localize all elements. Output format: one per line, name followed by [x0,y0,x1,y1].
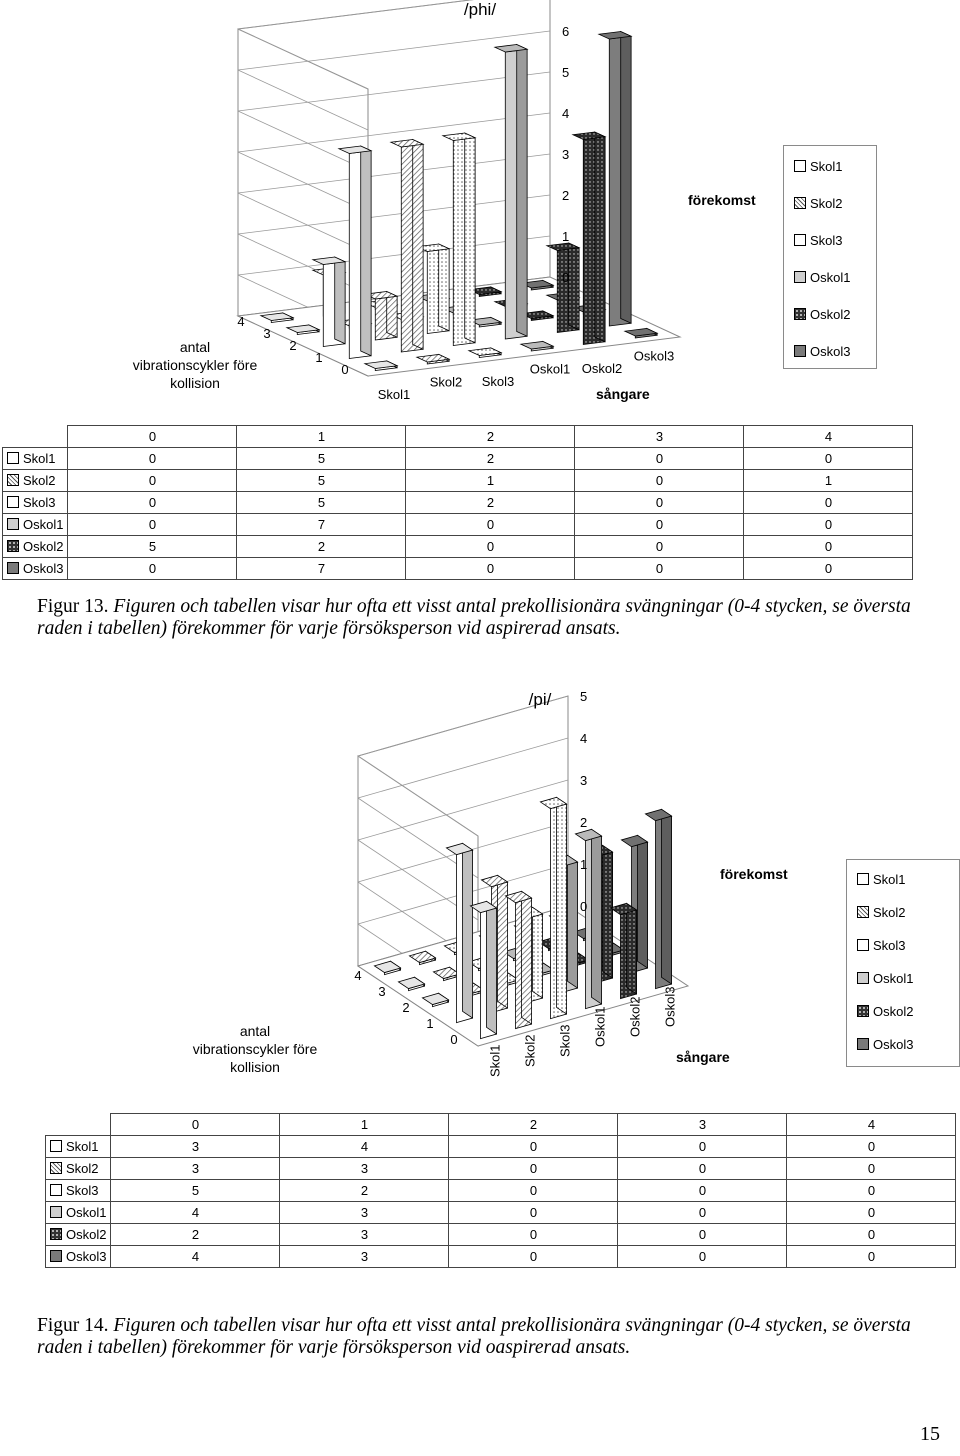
x-tick-label: Oskol3 [662,986,678,1027]
x-axis-label: sångare [676,1049,730,1065]
table-row [3,558,913,580]
table-cell: 5 [237,470,406,492]
table-cell: 0 [618,1158,787,1180]
legend-item-skol3: Skol3 [794,233,843,248]
gridline [238,29,368,89]
x-tick-label: Oskol1 [529,361,571,377]
table-cell: 2 [237,536,406,558]
legend-swatch-icon [50,1228,62,1240]
legend-item-oskol1: Oskol1 [857,971,913,986]
x-tick-label: Oskol3 [633,348,675,364]
table-cell: 5 [237,492,406,514]
table-cell: 0 [575,470,744,492]
table-cell: 0 [575,492,744,514]
table-header-row [46,1114,956,1136]
y-tick-label: 1 [562,229,570,244]
table-cell: 1 [406,470,575,492]
table-cell: 3 [111,1158,280,1180]
legend-item-skol1: Skol1 [794,159,843,174]
legend-item-skol2: Skol2 [857,905,906,920]
table-cell: 0 [449,1224,618,1246]
table-cell: 0 [68,448,237,470]
table-cell: 4 [280,1136,449,1158]
z-axis-label: antal vibrationscykler före kollision [192,1023,318,1075]
caption-text: Figuren och tabellen visar hur ofta ett visst antal prekollisionära svängningar (0-4 stycken, se översta raden i tabellen) förekommer för varje försöksperson vid aspirerad ansats. [37,596,911,639]
table-header-cell: 1 [237,426,406,448]
table-row [3,448,913,470]
table-cell: 0 [449,1180,618,1202]
table-cell: 3 [280,1202,449,1224]
table-cell: 7 [237,558,406,580]
table-cell: 0 [575,558,744,580]
z-tick-label: 2 [402,1000,410,1015]
legend-item-skol3: Skol3 [857,938,906,953]
legend-item-skol2: Skol2 [794,196,843,211]
x-tick-label: Oskol2 [627,996,643,1037]
table-cell: 0 [68,470,237,492]
z-tick-label: 1 [426,1016,434,1031]
table-header-cell: 2 [449,1114,618,1136]
table-cell: 0 [618,1180,787,1202]
gridline [238,234,368,294]
x-tick-label: Oskol2 [581,360,623,376]
table-cell: 0 [68,492,237,514]
table-row [46,1202,956,1224]
table-row [46,1136,956,1158]
table-row [3,470,913,492]
table-row-label: Oskol1 [3,514,68,536]
z-tick-label: 3 [378,984,386,999]
table-cell: 3 [280,1224,449,1246]
table-cell: 0 [787,1158,956,1180]
table-row [46,1158,956,1180]
table-cell: 0 [618,1136,787,1158]
table-header-cell: 4 [787,1114,956,1136]
legend-swatch-icon [50,1206,62,1218]
figure-caption [37,596,937,640]
x-tick-label: Oskol1 [592,1006,608,1047]
table-cell: 0 [449,1202,618,1224]
y-tick-label: 5 [562,65,570,80]
table-cell: 0 [744,536,913,558]
x-tick-label: Skol2 [429,374,463,390]
y-axis-label: förekomst [720,866,788,882]
gridline [358,756,478,836]
table-row-label: Skol2 [3,470,68,492]
table-cell: 1 [744,470,913,492]
table-cell: 0 [575,514,744,536]
table-cell: 5 [237,448,406,470]
x-tick-label: Skol3 [481,373,515,389]
table-row [3,536,913,558]
table-cell: 7 [237,514,406,536]
table-header-cell: 3 [618,1114,787,1136]
data-table-phi [2,425,913,580]
x-tick-label: Skol3 [557,1024,573,1057]
page-number: 15 [920,1423,940,1445]
legend-item-skol1: Skol1 [857,872,906,887]
table-cell: 2 [280,1180,449,1202]
legend-swatch-icon [50,1162,62,1174]
gridline [238,152,368,212]
table-cell: 0 [575,536,744,558]
table-header-cell: 0 [68,426,237,448]
caption-text: Figuren och tabellen visar hur ofta ett visst antal prekollisionära svängningar (0-4 stycken, se översta raden i tabellen) förekommer för varje försöksperson vid oaspirerad ansats. [37,1315,911,1358]
legend-item-oskol3: Oskol3 [794,344,850,359]
table-cell: 0 [406,514,575,536]
z-tick-label: 2 [289,338,297,353]
table-cell: 0 [68,514,237,536]
table-cell: 4 [111,1246,280,1268]
table-header-cell: 4 [744,426,913,448]
legend-swatch-icon [7,474,19,486]
table-cell: 0 [744,492,913,514]
table-header-cell: 0 [111,1114,280,1136]
legend-swatch-icon [7,540,19,552]
table-row [46,1180,956,1202]
table-corner [3,426,68,448]
table-row-label: Skol1 [46,1136,111,1158]
y-tick-label: 6 [562,24,570,39]
legend-swatch-icon [50,1184,62,1196]
y-tick-label: 0 [562,270,570,285]
table-row-label: Skol3 [46,1180,111,1202]
table-cell: 3 [111,1136,280,1158]
table-cell: 2 [111,1224,280,1246]
table-row-label: Oskol2 [46,1224,111,1246]
legend-item-oskol1: Oskol1 [794,270,850,285]
table-row [46,1224,956,1246]
legend-swatch-icon [7,562,19,574]
gridline [238,70,368,130]
chart-legend [846,859,960,1067]
y-tick-label: 2 [562,188,570,203]
table-cell: 0 [787,1136,956,1158]
z-tick-label: 0 [341,362,349,377]
legend-item-oskol2: Oskol2 [857,1004,913,1019]
y-tick-label: 2 [580,815,588,830]
table-cell: 0 [68,558,237,580]
y-axis-label: förekomst [688,192,756,208]
table-cell: 0 [618,1202,787,1224]
x-tick-label: Skol2 [522,1034,538,1067]
z-axis-label: antal vibrationscykler före kollision [132,339,258,391]
table-cell: 2 [406,492,575,514]
chart-legend [783,145,877,369]
legend-swatch-icon [50,1250,62,1262]
y-tick-label: 4 [580,731,588,746]
x-tick-label: Skol1 [487,1044,503,1077]
table-header-cell: 3 [575,426,744,448]
table-row-label: Oskol3 [46,1246,111,1268]
chart-title: /pi/ [528,690,552,709]
gridline [238,193,368,253]
z-tick-label: 4 [237,314,245,329]
table-row-label: Oskol3 [3,558,68,580]
legend-swatch-icon [50,1140,62,1152]
table-cell: 0 [744,514,913,536]
y-tick-label: 3 [562,147,570,162]
table-row-label: Oskol2 [3,536,68,558]
chart-pi [0,690,960,1110]
table-cell: 0 [787,1224,956,1246]
table-cell: 0 [406,558,575,580]
table-cell: 3 [280,1158,449,1180]
z-tick-label: 0 [450,1032,458,1047]
table-row [3,492,913,514]
table-cell: 0 [449,1136,618,1158]
gridline [238,111,368,171]
table-cell: 0 [449,1246,618,1268]
table-cell: 0 [449,1158,618,1180]
table-cell: 3 [280,1246,449,1268]
table-row [46,1246,956,1268]
table-row-label: Oskol1 [46,1202,111,1224]
x-axis-label: sångare [596,386,650,402]
table-cell: 0 [406,536,575,558]
legend-swatch-icon [7,518,19,530]
table-cell: 2 [406,448,575,470]
table-cell: 0 [744,448,913,470]
table-cell: 4 [111,1202,280,1224]
table-corner [46,1114,111,1136]
legend-item-oskol2: Oskol2 [794,307,850,322]
y-tick-label: 3 [580,773,588,788]
table-cell: 0 [618,1224,787,1246]
table-header-cell: 1 [280,1114,449,1136]
table-cell: 0 [575,448,744,470]
table-cell: 5 [111,1180,280,1202]
z-tick-label: 4 [354,968,362,983]
table-row-label: Skol3 [3,492,68,514]
table-header-cell: 2 [406,426,575,448]
table-row-label: Skol1 [3,448,68,470]
y-tick-label: 4 [562,106,570,121]
y-tick-label: 5 [580,690,588,704]
table-cell: 0 [744,558,913,580]
z-tick-label: 3 [263,326,271,341]
table-cell: 0 [787,1202,956,1224]
z-tick-label: 1 [315,350,323,365]
table-cell: 0 [618,1246,787,1268]
table-header-row [3,426,913,448]
table-cell: 5 [68,536,237,558]
x-tick-label: Skol1 [377,386,411,402]
y-tick-label: 0 [580,899,588,914]
caption-label: Figur 14. [37,1315,109,1336]
table-row-label: Skol2 [46,1158,111,1180]
data-table-pi [45,1113,956,1268]
table-cell: 0 [787,1246,956,1268]
legend-item-oskol3: Oskol3 [857,1037,913,1052]
caption-label: Figur 13. [37,596,109,617]
legend-swatch-icon [7,496,19,508]
chart-title: /phi/ [463,0,497,19]
legend-swatch-icon [7,452,19,464]
table-cell: 0 [787,1180,956,1202]
table-row [3,514,913,536]
figure-caption [37,1315,937,1359]
y-tick-label: 1 [580,857,588,872]
